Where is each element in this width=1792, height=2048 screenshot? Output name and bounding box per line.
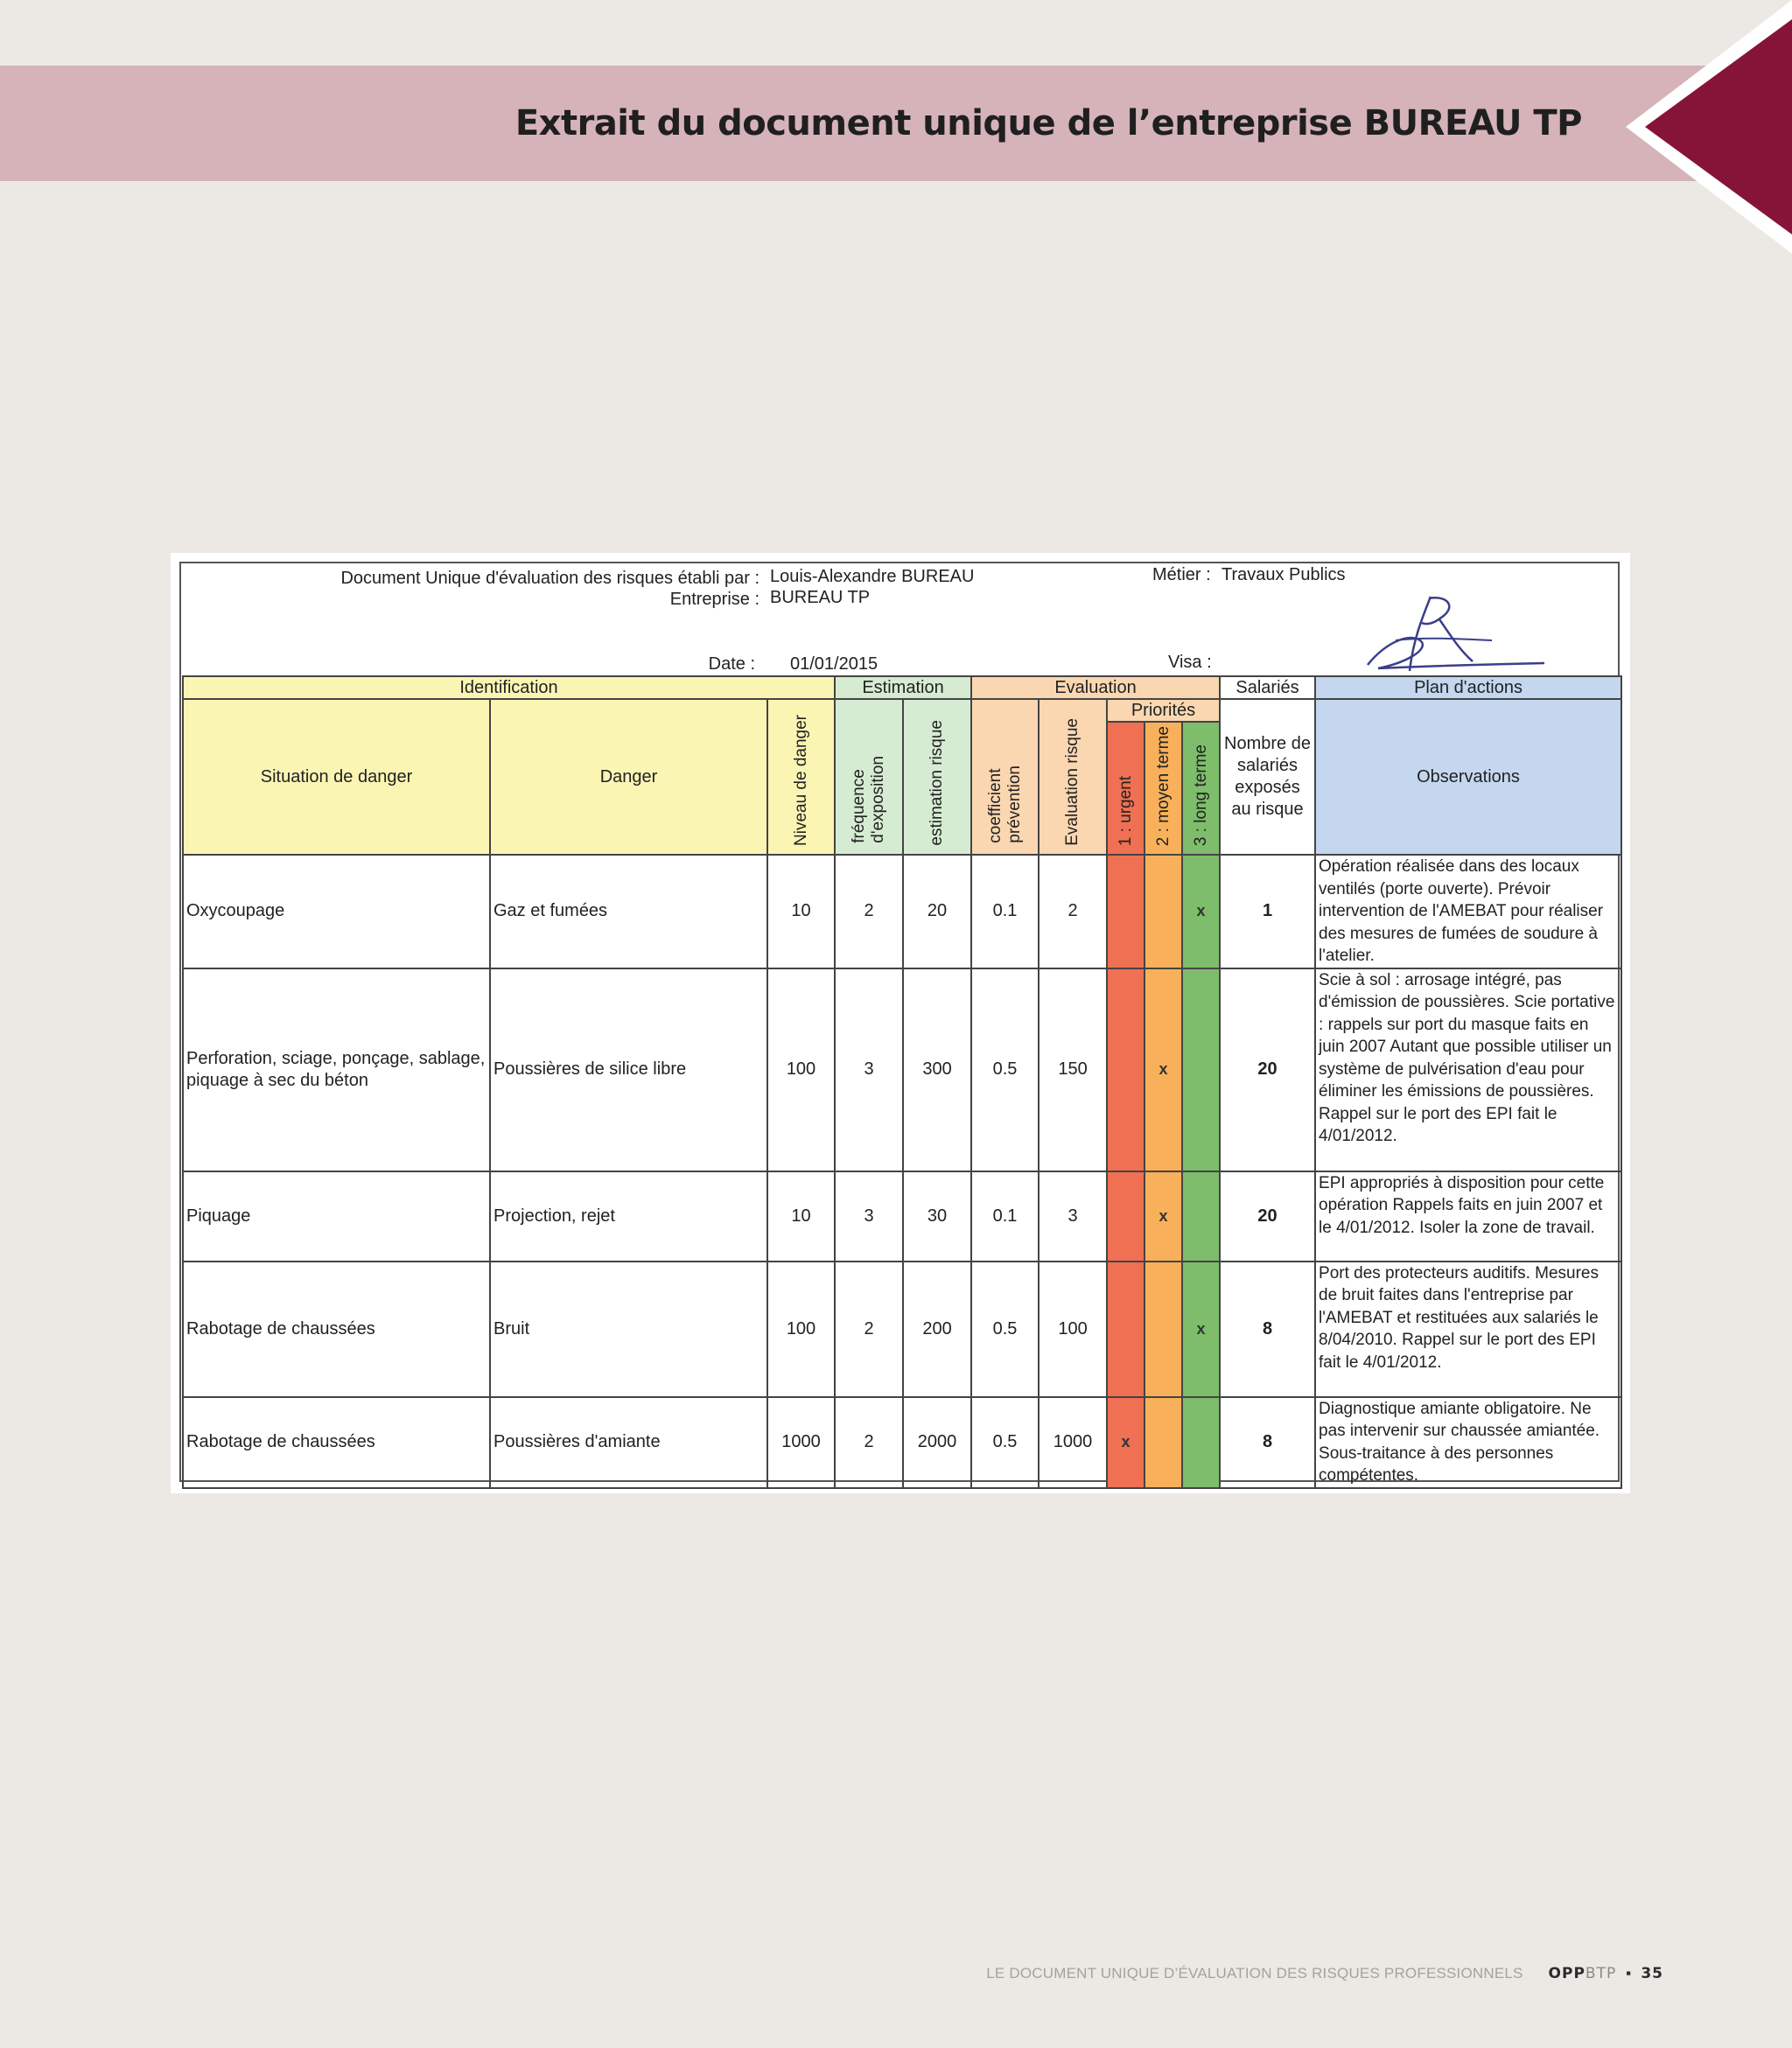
col-niveau: Niveau de danger xyxy=(767,699,835,855)
footer-brand-opp: OPP xyxy=(1548,1965,1586,1982)
cell-urgent xyxy=(1107,968,1144,1171)
group-priorites: Priorités xyxy=(1107,699,1220,722)
col-salaries: Nombre de salariés exposés au risque xyxy=(1220,699,1315,855)
footer-text: LE DOCUMENT UNIQUE D’ÉVALUATION DES RISQUES PROFESSIONNELS xyxy=(986,1965,1523,1982)
cell-niveau: 1000 xyxy=(767,1397,835,1488)
cell-salaries: 8 xyxy=(1220,1397,1315,1488)
trade-value: Travaux Publics xyxy=(1222,565,1346,584)
cell-estimation: 2000 xyxy=(903,1397,971,1488)
cell-coefficient: 0.5 xyxy=(971,968,1039,1171)
cell-observations: EPI appropriés à disposition pour cette opération Rappels faits en juin 2007 et le 4/01/2012. Isoler la zone de travail. xyxy=(1315,1171,1621,1262)
cell-danger: Bruit xyxy=(490,1262,767,1397)
cell-salaries: 20 xyxy=(1220,968,1315,1171)
footer-brand-btp: BTP xyxy=(1585,1965,1617,1982)
page-title: Extrait du document unique de l’entreprise BUREAU TP xyxy=(514,103,1582,143)
cell-danger: Poussières de silice libre xyxy=(490,968,767,1171)
col-urgent: 1 : urgent xyxy=(1107,722,1144,855)
col-observations: Observations xyxy=(1315,699,1621,855)
cell-observations: Scie à sol : arrosage intégré, pas d'émission de poussières. Scie portative : rappels sur port du masque faits en juin 2007 Autant que possible utiliser un système de pulvérisation d'eau pour éliminer les émissions de poussières. Rappel sur le port des EPI fait le 4/01/2012. xyxy=(1315,968,1621,1171)
col-danger: Danger xyxy=(490,699,767,855)
cell-estimation: 20 xyxy=(903,855,971,968)
cell-danger: Projection, rejet xyxy=(490,1171,767,1262)
cell-long-terme: x xyxy=(1182,1262,1220,1397)
cell-evaluation: 150 xyxy=(1039,968,1107,1171)
established-by-value: Louis-Alexandre BUREAU xyxy=(770,567,975,586)
table-row xyxy=(183,855,1621,968)
table-row xyxy=(183,968,1621,1171)
table-row xyxy=(183,1397,1621,1488)
cell-situation: Rabotage de chaussées xyxy=(183,1397,490,1488)
cell-salaries: 8 xyxy=(1220,1262,1315,1397)
cell-salaries: 1 xyxy=(1220,855,1315,968)
risk-table xyxy=(182,675,1622,1489)
cell-evaluation: 3 xyxy=(1039,1171,1107,1262)
group-salaries: Salariés xyxy=(1220,676,1315,699)
cell-moyen-terme: x xyxy=(1144,968,1182,1171)
cell-moyen-terme xyxy=(1144,1397,1182,1488)
cell-estimation: 300 xyxy=(903,968,971,1171)
cell-urgent: x xyxy=(1107,1397,1144,1488)
cell-frequence: 3 xyxy=(835,1171,903,1262)
cell-danger: Gaz et fumées xyxy=(490,855,767,968)
cell-observations: Port des protecteurs auditifs. Mesures de bruit faites dans l'entreprise par l'AMEBAT et restituées aux salariés le 8/04/2010. Rappel sur le port des EPI fait le 4/01/2012. xyxy=(1315,1262,1621,1397)
col-estimation: estimation risque xyxy=(903,699,971,855)
cell-danger: Poussières d'amiante xyxy=(490,1397,767,1488)
page-footer xyxy=(986,1965,1663,1982)
cell-niveau: 10 xyxy=(767,855,835,968)
cell-niveau: 100 xyxy=(767,968,835,1171)
cell-frequence: 3 xyxy=(835,968,903,1171)
cell-evaluation: 2 xyxy=(1039,855,1107,968)
cell-long-terme: x xyxy=(1182,855,1220,968)
date-value: 01/01/2015 xyxy=(790,654,878,674)
cell-coefficient: 0.1 xyxy=(971,855,1039,968)
cell-observations: Opération réalisée dans des locaux ventilés (porte ouverte). Prévoir intervention de l'AMEBAT pour réaliser des mesures de fumées de soudure à l'atelier. xyxy=(1315,855,1621,968)
cell-frequence: 2 xyxy=(835,1262,903,1397)
group-evaluation: Evaluation xyxy=(971,676,1220,699)
cell-urgent xyxy=(1107,1262,1144,1397)
signature xyxy=(1361,588,1553,684)
scanned-document xyxy=(171,553,1630,1493)
cell-coefficient: 0.5 xyxy=(971,1397,1039,1488)
cell-niveau: 10 xyxy=(767,1171,835,1262)
cell-long-terme xyxy=(1182,968,1220,1171)
cell-niveau: 100 xyxy=(767,1262,835,1397)
cell-situation: Piquage xyxy=(183,1171,490,1262)
cell-coefficient: 0.5 xyxy=(971,1262,1039,1397)
cell-evaluation: 100 xyxy=(1039,1262,1107,1397)
cell-long-terme xyxy=(1182,1171,1220,1262)
page-number: 35 xyxy=(1641,1965,1663,1982)
col-frequence: fréquence d'exposition xyxy=(835,699,903,855)
col-evaluation: Evaluation risque xyxy=(1039,699,1107,855)
cell-situation: Rabotage de chaussées xyxy=(183,1262,490,1397)
cell-moyen-terme xyxy=(1144,1262,1182,1397)
company-value: BUREAU TP xyxy=(770,588,871,607)
col-situation: Situation de danger xyxy=(183,699,490,855)
footer-separator: ▪ xyxy=(1626,1965,1632,1982)
cell-moyen-terme: x xyxy=(1144,1171,1182,1262)
cell-urgent xyxy=(1107,1171,1144,1262)
cell-estimation: 30 xyxy=(903,1171,971,1262)
cell-situation: Perforation, sciage, ponçage, sablage, piquage à sec du béton xyxy=(183,968,490,1171)
col-long-terme: 3 : long terme xyxy=(1182,722,1220,855)
date-label: Date : xyxy=(708,654,755,674)
cell-coefficient: 0.1 xyxy=(971,1171,1039,1262)
col-moyen-terme: 2 : moyen terme xyxy=(1144,722,1182,855)
cell-frequence: 2 xyxy=(835,1397,903,1488)
group-identification: Identification xyxy=(183,676,835,699)
cell-long-terme xyxy=(1182,1397,1220,1488)
cell-situation: Oxycoupage xyxy=(183,855,490,968)
cell-salaries: 20 xyxy=(1220,1171,1315,1262)
visa-label: Visa : xyxy=(1168,653,1212,672)
established-by-label: Document Unique d'évaluation des risques établi par : xyxy=(340,569,760,588)
cell-moyen-terme xyxy=(1144,855,1182,968)
cell-urgent xyxy=(1107,855,1144,968)
cell-evaluation: 1000 xyxy=(1039,1397,1107,1488)
table-row xyxy=(183,1171,1621,1262)
table-row xyxy=(183,1262,1621,1397)
group-estimation: Estimation xyxy=(835,676,971,699)
company-label: Entreprise : xyxy=(669,590,760,609)
col-coefficient: coefficient prévention xyxy=(971,699,1039,855)
cell-observations: Diagnostique amiante obligatoire. Ne pas intervenir sur chaussée amiantée. Sous-traitance à des personnes compétentes. xyxy=(1315,1397,1621,1488)
group-plan: Plan d'actions xyxy=(1315,676,1621,699)
trade-label: Métier : xyxy=(1152,565,1211,584)
cell-frequence: 2 xyxy=(835,855,903,968)
corner-decoration xyxy=(1626,0,1792,254)
cell-estimation: 200 xyxy=(903,1262,971,1397)
